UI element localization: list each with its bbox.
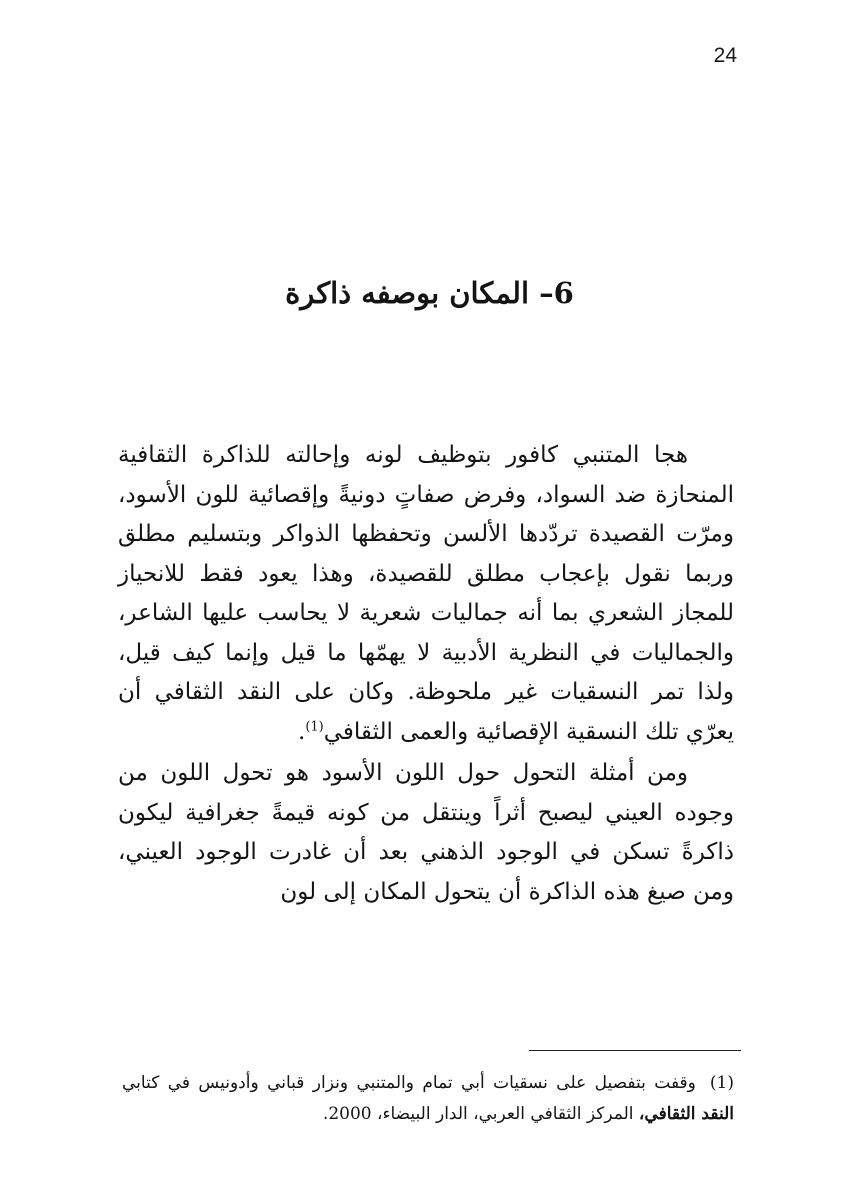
footnote-number: (1)	[709, 1073, 734, 1093]
body-text	[118, 436, 734, 912]
paragraph-1-text: هجا المتنبي كافور بتوظيف لونه وإحالته للذاكرة الثقافية المنحازة ضد السواد، وفرض صفاتٍ دونيةً وإقصائية للون الأسود، ومرّت القصيدة تردّدها الألسن وتحفظها الذواكر وبتسليم مطلق وربما نقول بإعجاب مطلق للقصيدة، وهذا يعود فقط للانحياز للمجاز الشعري بما أنه جماليات شعرية لا يحاسب عليها الشاعر، والجماليات في النظرية الأدبية لا يهمّها ما قيل وإنما كيف قيل، ولذا تمر النسقيات غير ملحوظة. وكان على النقد الثقافي أن يعرّي تلك النسقية الإقصائية والعمى الثقافي	[118, 442, 734, 745]
footnote-separator	[529, 1050, 741, 1051]
footnote-book-title: النقد الثقافي،	[638, 1104, 734, 1124]
paragraph-2: ومن أمثلة التحول حول اللون الأسود هو تحول اللون من وجوده العيني ليصبح أثراً وينتقل من كونه قيمةً جغرافية ليكون ذاكرةً تسكن في الوجود الذهني بعد أن غادرت الوجود العيني، ومن صيغ هذه الذاكرة أن يتحول المكان إلى لون	[118, 760, 734, 905]
chapter-title: 6– المكان بوصفه ذاكرة	[285, 276, 574, 310]
page-number: 24	[713, 44, 737, 67]
paragraph-1-end: .	[298, 718, 306, 745]
footnote-text-after: المركز الثقافي العربي، الدار البيضاء، 2000.	[322, 1104, 634, 1124]
paragraph-1	[118, 436, 734, 752]
footnote	[122, 1068, 734, 1130]
footnote-reference: (1)	[305, 718, 324, 734]
footnote-text-before: وقفت بتفصيل على نسقيات أبي تمام والمتنبي ونزار قباني وأدونيس في كتابي	[122, 1073, 696, 1093]
